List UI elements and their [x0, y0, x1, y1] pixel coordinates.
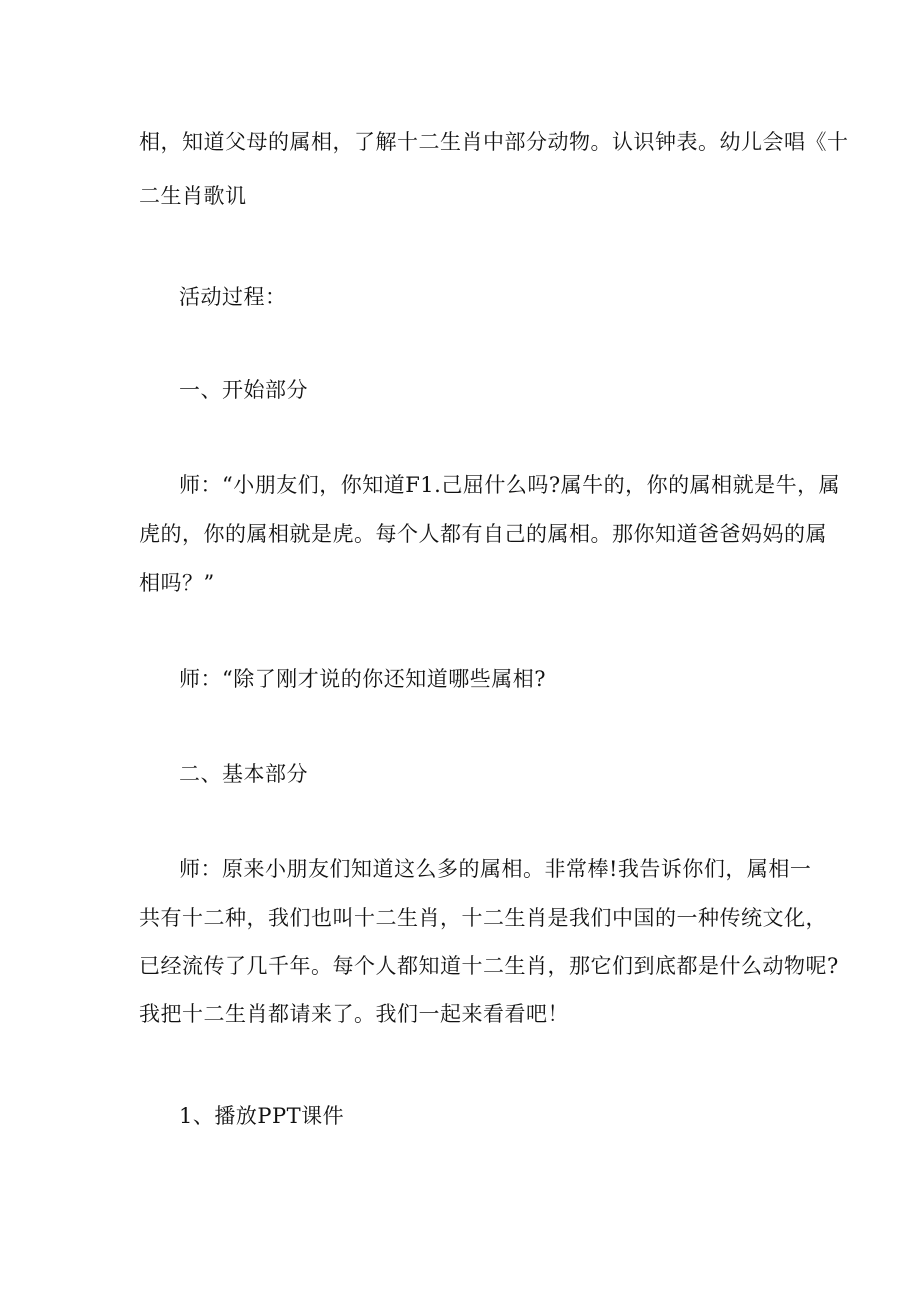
section-basic-heading: 二、基本部分	[179, 762, 308, 786]
intro-line-2: 二生肖歌讥	[139, 184, 247, 208]
teacher-paragraph-line-1: 师：原来小朋友们知道这么多的属相。非常棒!我告诉你们，属相一	[179, 857, 812, 881]
section-start-heading: 一、开始部分	[179, 378, 308, 402]
activity-process-heading: 活动过程：	[179, 285, 287, 309]
teacher-question-2: 师：“除了刚才说的你还知道哪些属相?	[179, 667, 546, 691]
teacher-question-line-1: 师：“小朋友们，你知道F1.己屈什么吗?属牛的，你的属相就是牛，属	[179, 473, 841, 497]
step-1-play-ppt: 1、播放PPT课件	[179, 1104, 345, 1128]
intro-line-1: 相，知道父母的属相，了解十二生肖中部分动物。认识钟表。幼儿会唱《十	[139, 130, 849, 154]
teacher-paragraph-line-2: 共有十二种，我们也叫十二生肖，十二生肖是我们中国的一种传统文化，	[139, 906, 827, 930]
teacher-question-line-3: 相吗？”	[139, 571, 215, 595]
teacher-paragraph-line-3: 已经流传了几千年。每个人都知道十二生肖，那它们到底都是什么动物呢?	[139, 954, 839, 978]
teacher-question-line-2: 虎的，你的属相就是虎。每个人都有自己的属相。那你知道爸爸妈妈的属	[139, 522, 827, 546]
teacher-paragraph-line-4: 我把十二生肖都请来了。我们一起来看看吧！	[139, 1002, 569, 1026]
